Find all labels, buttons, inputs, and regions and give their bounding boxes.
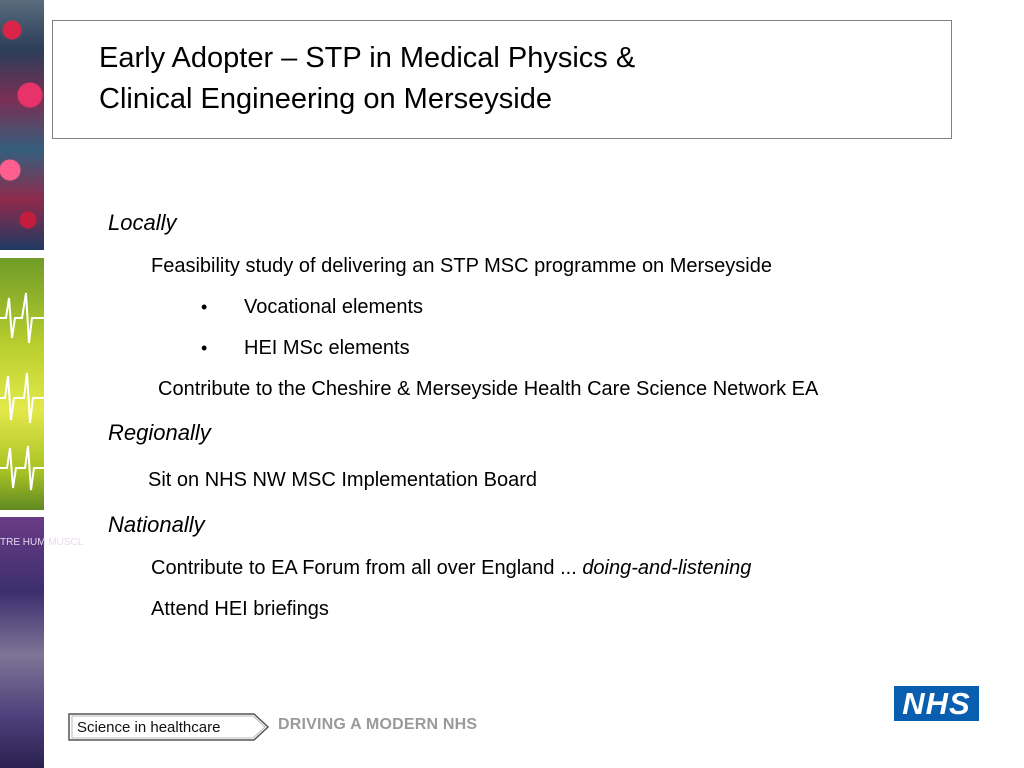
bullet-item-hei-msc: HEI MSc elements xyxy=(244,337,410,359)
slide-title-line-1: Early Adopter – STP in Medical Physics & xyxy=(99,42,636,74)
locally-item-network: Contribute to the Cheshire & Merseyside Health Care Science Network EA xyxy=(158,378,819,400)
decorative-image-middle xyxy=(0,258,44,510)
nationally-item-ea-forum xyxy=(151,556,751,580)
regionally-item-board: Sit on NHS NW MSC Implementation Board xyxy=(148,469,538,491)
locally-item-feasibility: Feasibility study of delivering an STP MSC programme on Merseyside xyxy=(151,255,772,277)
science-in-healthcare-logo xyxy=(68,713,270,741)
ea-forum-italic-text: doing-and-listening xyxy=(582,557,752,579)
nhs-logo: NHS xyxy=(894,686,979,721)
decorative-image-text: TRE HUM MUSCL xyxy=(0,537,84,548)
nationally-item-hei-briefings: Attend HEI briefings xyxy=(151,598,329,620)
ea-forum-text: Contribute to EA Forum from all over England ... xyxy=(151,557,583,579)
bullet-marker: • xyxy=(201,297,208,317)
bullet-item-vocational: Vocational elements xyxy=(244,296,424,318)
heading-nationally: Nationally xyxy=(108,512,205,537)
bullet-marker: • xyxy=(201,338,208,358)
ecg-trace-graphic xyxy=(0,258,44,510)
decorative-image-bottom xyxy=(0,517,84,768)
footer-tagline: DRIVING A MODERN NHS xyxy=(278,716,478,733)
heading-locally: Locally xyxy=(108,210,177,235)
science-in-healthcare-logo-text: Science in healthcare xyxy=(77,719,221,736)
slide-title-line-2: Clinical Engineering on Merseyside xyxy=(99,83,552,115)
slide-title-box xyxy=(52,20,952,139)
heading-regionally: Regionally xyxy=(108,420,211,445)
decorative-image-top xyxy=(0,0,44,250)
